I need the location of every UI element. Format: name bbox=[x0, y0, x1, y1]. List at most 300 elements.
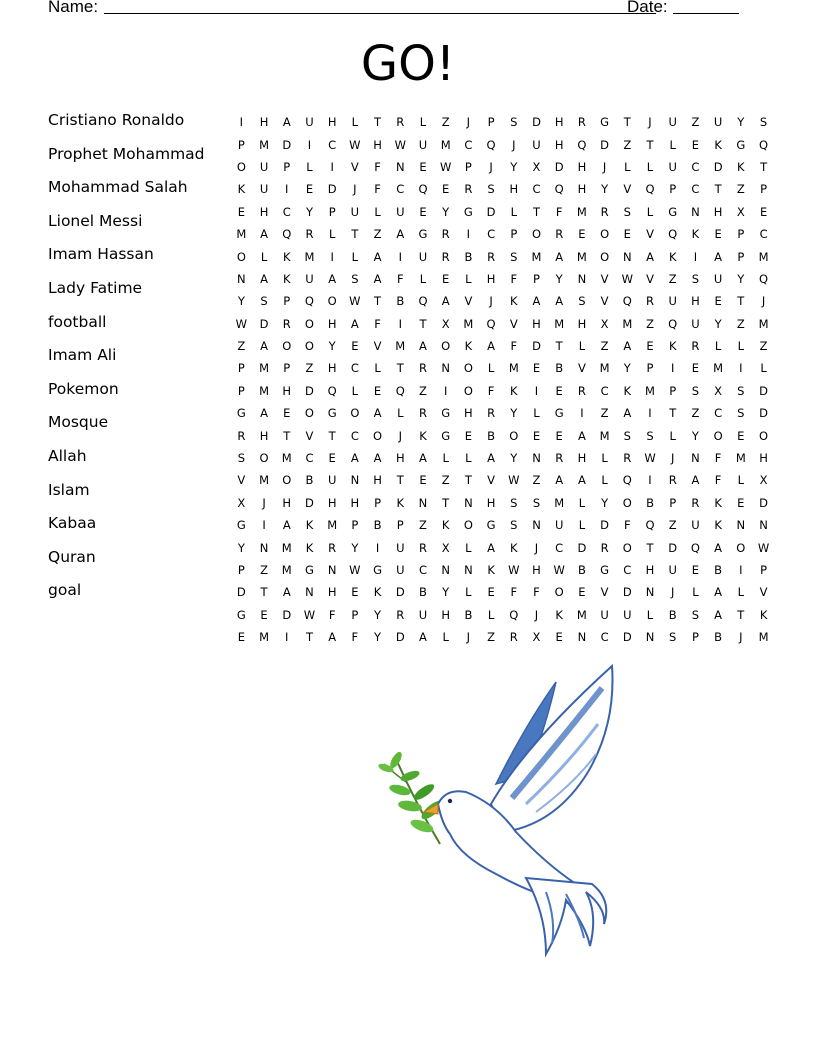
grid-letter: Q bbox=[486, 316, 496, 331]
grid-letter: H bbox=[327, 585, 337, 600]
grid-letter: B bbox=[396, 294, 405, 309]
grid-letter: D bbox=[713, 159, 723, 174]
grid-letter: A bbox=[373, 271, 382, 286]
grid-letter: J bbox=[512, 137, 516, 152]
grid-letter: C bbox=[600, 630, 609, 645]
grid-letter: S bbox=[260, 294, 268, 309]
grid-letter: R bbox=[305, 227, 314, 242]
grid-letter: P bbox=[328, 204, 336, 219]
grid-letter: M bbox=[281, 451, 292, 466]
grid-letter: M bbox=[259, 361, 270, 376]
grid-letter: S bbox=[669, 630, 677, 645]
grid-letter: I bbox=[693, 249, 698, 264]
grid-letter: O bbox=[463, 518, 473, 533]
word-list-item: Imam Ali bbox=[48, 346, 117, 365]
grid-letter: I bbox=[330, 249, 334, 264]
grid-letter: E bbox=[487, 585, 495, 600]
grid-letter: C bbox=[714, 406, 723, 421]
grid-letter: Q bbox=[304, 294, 314, 309]
grid-letter: D bbox=[305, 495, 314, 510]
grid-letter: H bbox=[395, 451, 405, 466]
grid-letter: K bbox=[487, 563, 495, 577]
grid-letter: X bbox=[759, 473, 768, 488]
grid-letter: D bbox=[600, 137, 610, 152]
grid-letter: E bbox=[623, 227, 631, 242]
grid-letter: J bbox=[489, 159, 493, 174]
grid-letter: L bbox=[465, 451, 472, 466]
grid-row bbox=[230, 380, 775, 402]
grid-letter: O bbox=[622, 495, 632, 510]
grid-letter: G bbox=[236, 406, 246, 421]
grid-letter: L bbox=[646, 204, 654, 219]
grid-letter: A bbox=[555, 294, 564, 309]
grid-letter: C bbox=[623, 563, 632, 577]
grid-letter: T bbox=[351, 227, 359, 242]
grid-letter: O bbox=[713, 428, 723, 443]
grid-letter: T bbox=[464, 473, 472, 488]
grid-letter: R bbox=[396, 115, 405, 130]
header bbox=[48, 0, 748, 21]
grid-letter: N bbox=[691, 204, 700, 219]
grid-letter: C bbox=[282, 204, 291, 219]
grid-letter: C bbox=[464, 137, 473, 152]
letter-grid bbox=[230, 111, 775, 648]
grid-letter: P bbox=[646, 361, 654, 376]
grid-letter: A bbox=[282, 585, 291, 600]
grid-letter: S bbox=[510, 495, 518, 510]
grid-letter: M bbox=[645, 383, 655, 398]
grid-letter: A bbox=[350, 451, 359, 466]
grid-letter: A bbox=[373, 249, 382, 264]
grid-letter: C bbox=[396, 182, 405, 197]
grid-letter: S bbox=[510, 115, 518, 130]
grid-letter: P bbox=[760, 563, 768, 577]
grid-letter: V bbox=[305, 428, 314, 443]
grid-letter: S bbox=[737, 406, 745, 421]
grid-letter: P bbox=[669, 182, 677, 197]
grid-letter: E bbox=[691, 361, 700, 376]
grid-letter: L bbox=[646, 159, 654, 174]
word-list-item: Pokemon bbox=[48, 379, 119, 398]
grid-letter: D bbox=[486, 204, 496, 219]
grid-row bbox=[230, 223, 775, 245]
grid-letter: B bbox=[646, 495, 654, 510]
grid-letter: T bbox=[646, 137, 654, 152]
grid-letter: W bbox=[235, 316, 248, 331]
grid-letter: M bbox=[327, 518, 338, 533]
grid-letter: E bbox=[691, 563, 700, 577]
grid-letter: R bbox=[418, 361, 427, 376]
grid-letter: I bbox=[648, 406, 652, 421]
grid-letter: J bbox=[739, 630, 743, 645]
grid-letter: T bbox=[760, 159, 768, 174]
grid-letter: D bbox=[259, 316, 269, 331]
grid-letter: E bbox=[578, 227, 586, 242]
grid-letter: Y bbox=[601, 182, 609, 197]
grid-letter: N bbox=[691, 451, 700, 466]
grid-row bbox=[230, 402, 775, 424]
grid-letter: Q bbox=[622, 473, 632, 488]
grid-letter: N bbox=[532, 518, 541, 533]
grid-letter: P bbox=[487, 115, 495, 130]
grid-row bbox=[230, 201, 775, 223]
grid-letter: V bbox=[373, 339, 382, 354]
date-line bbox=[673, 13, 739, 14]
grid-letter: T bbox=[442, 495, 450, 510]
grid-letter: Y bbox=[714, 316, 722, 331]
grid-letter: A bbox=[396, 227, 405, 242]
grid-letter: I bbox=[466, 227, 471, 242]
grid-letter: A bbox=[282, 518, 291, 533]
grid-letter: M bbox=[622, 316, 633, 331]
grid-letter: G bbox=[236, 518, 246, 533]
grid-letter: E bbox=[237, 630, 245, 645]
grid-letter: V bbox=[623, 182, 632, 197]
grid-row bbox=[230, 290, 775, 312]
grid-letter: J bbox=[534, 540, 539, 555]
grid-letter: E bbox=[351, 585, 359, 600]
grid-letter: L bbox=[510, 204, 517, 219]
grid-letter: O bbox=[463, 361, 473, 376]
grid-letter: H bbox=[259, 204, 269, 219]
grid-letter: D bbox=[668, 540, 678, 555]
grid-letter: W bbox=[553, 563, 565, 577]
grid-letter: C bbox=[487, 227, 496, 242]
grid-letter: R bbox=[396, 607, 405, 622]
grid-letter: X bbox=[237, 495, 246, 510]
grid-letter: A bbox=[441, 294, 450, 309]
grid-letter: H bbox=[713, 204, 723, 219]
grid-letter: Q bbox=[759, 271, 769, 286]
grid-letter: U bbox=[305, 271, 314, 286]
grid-letter: K bbox=[305, 518, 314, 533]
grid-letter: G bbox=[600, 115, 610, 130]
grid-letter: K bbox=[464, 339, 473, 354]
grid-letter: Z bbox=[600, 339, 609, 354]
grid-letter: L bbox=[760, 361, 767, 376]
grid-letter: K bbox=[510, 383, 518, 398]
grid-letter: H bbox=[350, 495, 360, 510]
grid-letter: Z bbox=[691, 115, 700, 130]
grid-row bbox=[230, 111, 775, 133]
grid-letter: P bbox=[283, 294, 291, 309]
grid-letter: M bbox=[576, 607, 587, 622]
grid-letter: L bbox=[328, 227, 336, 242]
grid-letter: P bbox=[237, 563, 245, 577]
grid-letter: T bbox=[623, 115, 631, 130]
grid-letter: R bbox=[691, 339, 700, 354]
grid-letter: K bbox=[373, 585, 382, 600]
grid-letter: N bbox=[645, 630, 655, 645]
grid-row bbox=[230, 335, 775, 357]
grid-letter: Q bbox=[327, 383, 337, 398]
grid-letter: R bbox=[646, 294, 654, 309]
grid-letter: B bbox=[668, 607, 677, 622]
grid-letter: D bbox=[282, 607, 292, 622]
grid-letter: P bbox=[669, 383, 677, 398]
grid-letter: F bbox=[533, 585, 540, 600]
grid-letter: L bbox=[601, 473, 608, 488]
grid-letter: D bbox=[622, 585, 632, 600]
grid-letter: O bbox=[463, 383, 473, 398]
grid-letter: Q bbox=[759, 137, 769, 152]
grid-letter: G bbox=[441, 428, 451, 443]
grid-letter: L bbox=[351, 115, 359, 130]
grid-letter: K bbox=[714, 518, 722, 533]
grid-letter: L bbox=[737, 473, 745, 488]
olive-branch-icon bbox=[377, 750, 445, 844]
grid-letter: Z bbox=[237, 339, 246, 354]
grid-letter: M bbox=[758, 316, 769, 331]
word-list-item: Mosque bbox=[48, 413, 109, 432]
grid-letter: L bbox=[601, 451, 608, 466]
grid-letter: O bbox=[509, 428, 519, 443]
grid-letter: L bbox=[442, 630, 449, 645]
grid-letter: Q bbox=[418, 294, 428, 309]
grid-letter: S bbox=[691, 383, 700, 398]
grid-letter: K bbox=[305, 540, 314, 555]
grid-letter: B bbox=[487, 428, 496, 443]
grid-letter: Z bbox=[419, 518, 427, 533]
grid-letter: D bbox=[305, 383, 314, 398]
grid-letter: K bbox=[555, 607, 563, 622]
grid-letter: U bbox=[668, 563, 677, 577]
grid-letter: Z bbox=[532, 473, 541, 488]
grid-letter: K bbox=[714, 495, 722, 510]
grid-letter: N bbox=[259, 540, 269, 555]
grid-letter: P bbox=[237, 137, 245, 152]
grid-letter: N bbox=[464, 495, 473, 510]
grid-letter: E bbox=[305, 182, 314, 197]
grid-letter: A bbox=[646, 249, 654, 264]
grid-row bbox=[230, 133, 775, 155]
grid-letter: M bbox=[508, 361, 519, 376]
grid-letter: I bbox=[307, 137, 312, 152]
grid-letter: Z bbox=[668, 271, 677, 286]
grid-letter: B bbox=[305, 473, 314, 488]
grid-letter: R bbox=[441, 227, 450, 242]
grid-letter: H bbox=[464, 406, 473, 421]
grid-letter: P bbox=[510, 227, 518, 242]
grid-letter: A bbox=[282, 115, 291, 130]
grid-letter: K bbox=[282, 271, 291, 286]
grid-letter: L bbox=[692, 585, 699, 600]
word-list-item: football bbox=[48, 312, 107, 331]
grid-letter: J bbox=[534, 607, 539, 622]
grid-letter: D bbox=[395, 585, 405, 600]
grid-letter: T bbox=[646, 540, 654, 555]
grid-letter: J bbox=[262, 495, 266, 510]
grid-letter: E bbox=[419, 159, 427, 174]
grid-letter: A bbox=[328, 271, 337, 286]
grid-letter: L bbox=[351, 383, 359, 398]
grid-letter: Y bbox=[510, 159, 518, 174]
grid-letter: N bbox=[577, 630, 587, 645]
grid-letter: B bbox=[577, 563, 586, 577]
grid-row bbox=[230, 469, 775, 491]
grid-letter: C bbox=[350, 361, 359, 376]
grid-letter: M bbox=[531, 249, 542, 264]
grid-letter: X bbox=[714, 383, 723, 398]
grid-letter: V bbox=[759, 585, 768, 600]
grid-row bbox=[230, 492, 775, 514]
grid-letter: B bbox=[464, 249, 473, 264]
grid-letter: P bbox=[737, 249, 745, 264]
grid-letter: W bbox=[349, 137, 361, 152]
grid-letter: V bbox=[600, 271, 609, 286]
grid-letter: L bbox=[737, 339, 745, 354]
grid-letter: K bbox=[714, 137, 722, 152]
grid-letter: A bbox=[555, 249, 564, 264]
grid-letter: V bbox=[350, 159, 359, 174]
grid-letter: E bbox=[237, 204, 245, 219]
grid-letter: D bbox=[532, 115, 541, 130]
grid-letter: U bbox=[691, 518, 700, 533]
grid-letter: D bbox=[759, 495, 769, 510]
grid-letter: P bbox=[691, 630, 699, 645]
grid-letter: E bbox=[691, 137, 700, 152]
grid-letter: M bbox=[304, 249, 315, 264]
grid-letter: W bbox=[621, 271, 633, 286]
grid-letter: L bbox=[442, 451, 449, 466]
grid-letter: L bbox=[487, 361, 495, 376]
grid-letter: R bbox=[577, 383, 586, 398]
grid-letter: H bbox=[373, 137, 382, 152]
grid-letter: F bbox=[487, 383, 495, 398]
dove-with-olive-branch-icon bbox=[376, 664, 626, 959]
grid-letter: Q bbox=[554, 182, 564, 197]
grid-letter: T bbox=[669, 406, 677, 421]
grid-letter: P bbox=[464, 159, 472, 174]
grid-letter: H bbox=[532, 316, 541, 331]
grid-letter: Y bbox=[328, 339, 336, 354]
page-title: GO! bbox=[360, 36, 456, 92]
grid-letter: R bbox=[555, 227, 564, 242]
date-label: Date: bbox=[627, 0, 668, 16]
grid-letter: A bbox=[623, 339, 632, 354]
grid-letter: Q bbox=[577, 137, 587, 152]
grid-letter: D bbox=[622, 630, 632, 645]
grid-letter: I bbox=[580, 406, 584, 421]
grid-letter: C bbox=[418, 563, 427, 577]
grid-letter: D bbox=[236, 585, 246, 600]
grid-letter: N bbox=[237, 271, 246, 286]
word-list-item: Cristiano Ronaldo bbox=[48, 111, 185, 129]
grid-letter: K bbox=[510, 294, 518, 309]
grid-letter: P bbox=[374, 495, 382, 510]
grid-letter: G bbox=[441, 406, 451, 421]
grid-letter: Q bbox=[395, 383, 405, 398]
grid-letter: R bbox=[555, 451, 564, 466]
grid-letter: Y bbox=[555, 271, 563, 286]
grid-letter: R bbox=[668, 473, 677, 488]
grid-letter: I bbox=[262, 518, 266, 533]
grid-letter: T bbox=[305, 630, 313, 645]
grid-letter: H bbox=[327, 316, 337, 331]
grid-letter: B bbox=[419, 585, 427, 600]
grid-letter: L bbox=[578, 339, 586, 354]
grid-letter: C bbox=[691, 159, 700, 174]
grid-letter: S bbox=[578, 294, 586, 309]
grid-letter: L bbox=[397, 406, 404, 421]
grid-letter: Z bbox=[487, 630, 496, 645]
grid-letter: T bbox=[328, 428, 336, 443]
grid-letter: R bbox=[600, 204, 609, 219]
grid-letter: X bbox=[736, 204, 745, 219]
grid-letter: E bbox=[373, 383, 382, 398]
grid-letter: Y bbox=[237, 540, 245, 555]
grid-letter: T bbox=[419, 316, 427, 331]
grid-letter: F bbox=[374, 159, 381, 174]
grid-letter: I bbox=[285, 630, 289, 645]
grid-letter: E bbox=[646, 339, 654, 354]
grid-letter: P bbox=[237, 383, 245, 398]
grid-letter: T bbox=[396, 361, 404, 376]
grid-letter: G bbox=[373, 563, 383, 577]
grid-letter: M bbox=[440, 137, 451, 152]
grid-letter: Q bbox=[282, 227, 292, 242]
grid-letter: T bbox=[532, 204, 540, 219]
grid-row bbox=[230, 245, 775, 267]
grid-letter: R bbox=[237, 428, 246, 443]
grid-letter: U bbox=[418, 249, 428, 264]
grid-letter: R bbox=[487, 249, 496, 264]
grid-letter: A bbox=[623, 406, 632, 421]
grid-letter: Z bbox=[305, 361, 314, 376]
grid-row bbox=[230, 156, 775, 178]
grid-letter: N bbox=[623, 249, 632, 264]
grid-letter: Z bbox=[419, 383, 427, 398]
grid-letter: I bbox=[375, 540, 380, 555]
grid-letter: A bbox=[260, 339, 268, 354]
grid-letter: G bbox=[668, 204, 678, 219]
grid-letter: N bbox=[577, 271, 587, 286]
grid-letter: A bbox=[487, 339, 496, 354]
grid-letter: L bbox=[714, 339, 722, 354]
grid-letter: K bbox=[737, 159, 745, 174]
grid-letter: Z bbox=[646, 316, 654, 331]
grid-letter: Q bbox=[668, 316, 678, 331]
grid-letter: M bbox=[576, 249, 587, 264]
grid-letter: T bbox=[374, 294, 382, 309]
grid-letter: H bbox=[577, 159, 587, 174]
grid-letter: X bbox=[532, 159, 541, 174]
grid-letter: U bbox=[396, 563, 405, 577]
grid-letter: T bbox=[737, 607, 745, 622]
grid-letter: R bbox=[691, 495, 700, 510]
grid-letter: F bbox=[328, 607, 336, 622]
grid-letter: Q bbox=[645, 518, 655, 533]
grid-letter: E bbox=[419, 204, 427, 219]
grid-letter: Y bbox=[737, 115, 745, 130]
grid-letter: W bbox=[757, 540, 770, 555]
grid-letter: L bbox=[465, 585, 472, 600]
grid-letter: D bbox=[327, 182, 337, 197]
grid-letter: L bbox=[487, 607, 495, 622]
grid-letter: U bbox=[396, 540, 405, 555]
grid-letter: O bbox=[441, 339, 451, 354]
grid-letter: L bbox=[351, 249, 359, 264]
grid-letter: M bbox=[395, 339, 406, 354]
grid-letter: R bbox=[464, 182, 473, 197]
grid-letter: D bbox=[554, 159, 564, 174]
grid-letter: A bbox=[714, 607, 723, 622]
grid-letter: F bbox=[510, 339, 518, 354]
word-list-item: goal bbox=[48, 581, 82, 600]
grid-letter: C bbox=[691, 182, 700, 197]
grid-letter: P bbox=[533, 271, 540, 286]
grid-letter: E bbox=[759, 204, 768, 219]
